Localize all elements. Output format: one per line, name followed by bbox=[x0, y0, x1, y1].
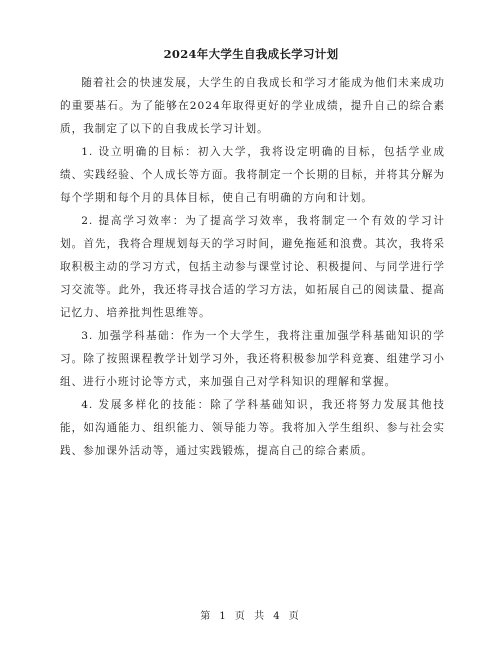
document-body bbox=[60, 72, 445, 463]
subject-foundation-paragraph: 3. 加强学科基础：作为一个大学生，我将注重加强学科基础知识的学习。除了按照课程教学计划学习外，我还将积极参加学科竞赛、组建学习小组、进行小班讨论等方式，来加强自己对学科知识的理解和掌握。 bbox=[60, 330, 445, 388]
page-number-footer: 第 1 页 共 4 页 bbox=[200, 611, 302, 622]
study-efficiency-paragraph: 2. 提高学习效率：为了提高学习效率，我将制定一个有效的学习计划。首先，我将合理规划每天的学习时间，避免拖延和浪费。其次，我将采取积极主动的学习方式，包括主动参与课堂讨论、积极提问、与同学进行学习交流等。此外，我还将寻找合适的学习方法，如拓展自己的阅读量、提高记忆力、培养批判性思维等。 bbox=[60, 215, 445, 319]
skills-development-paragraph: 4. 发展多样化的技能：除了学科基础知识，我还将努力发展其他技能，如沟通能力、组织能力、领导能力等。我将加入学生组织、参与社会实践、参加课外活动等，通过实践锻炼，提高自己的综合素质。 bbox=[60, 399, 445, 457]
goal-setting-paragraph: 1. 设立明确的目标：初入大学，我将设定明确的目标，包括学业成绩、实践经验、个人成长等方面。我将制定一个长期的目标，并将其分解为每个学期和每个月的具体目标，使自己有明确的方向和计划。 bbox=[60, 146, 445, 204]
document-title: 2024年大学生自我成长学习计划 bbox=[163, 47, 339, 61]
intro-paragraph: 随着社会的快速发展，大学生的自我成长和学习才能成为他们未来成功的重要基石。为了能够在2024年取得更好的学业成绩，提升自己的综合素质，我制定了以下的自我成长学习计划。 bbox=[60, 77, 445, 135]
